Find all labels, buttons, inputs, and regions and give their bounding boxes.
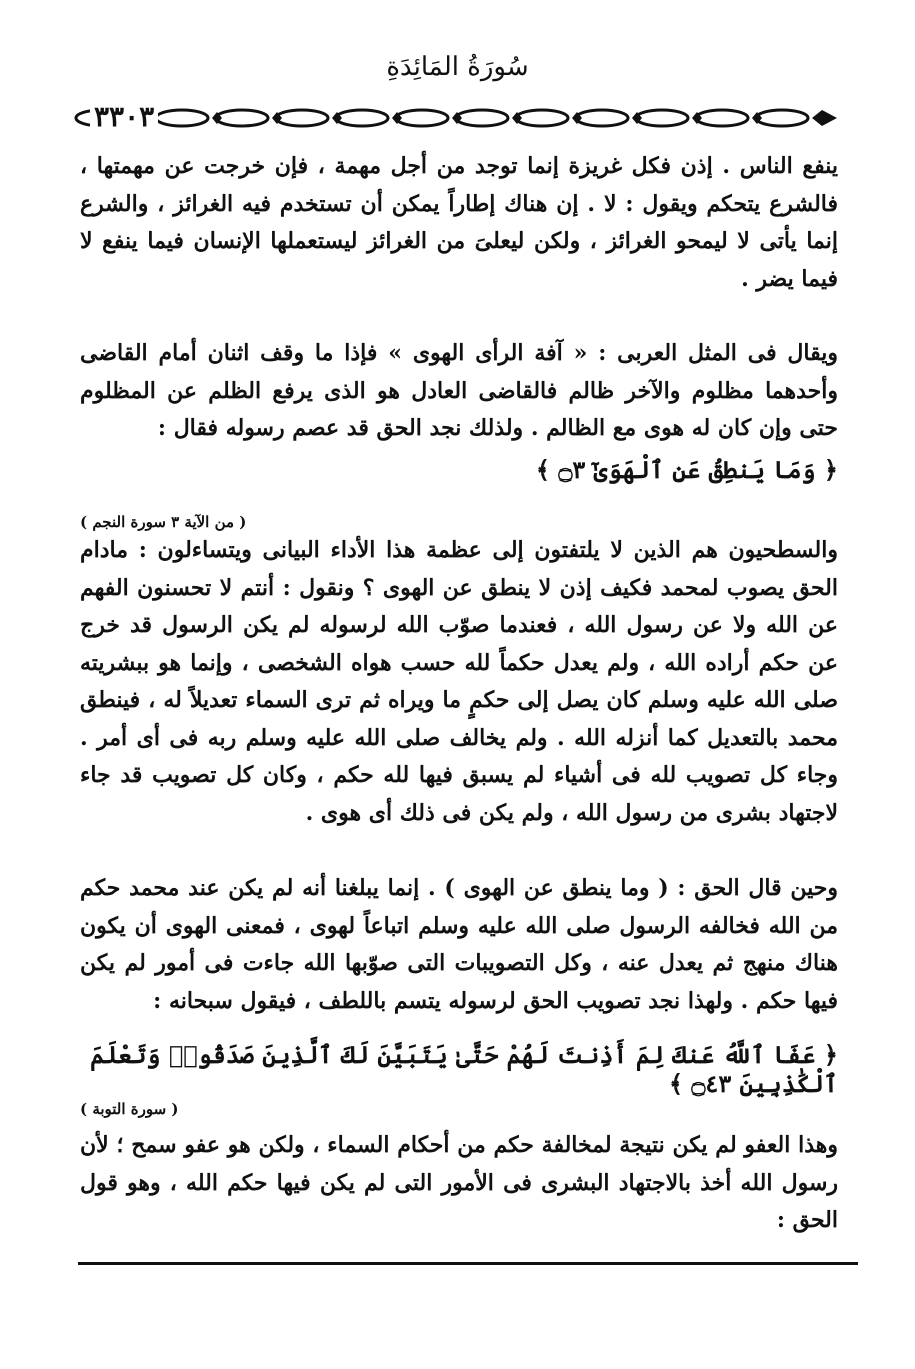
quran-verse-2: ﴿ عَفَا ٱللَّهُ عَنكَ لِمَ أَذِنتَ لَهُمْ حَتَّىٰ يَتَبَيَّنَ لَكَ ٱلَّذِينَ صَدَقُوا۟ وَتَعْلَمَ ٱلْكَٰذِبِينَ ۝٤٣ ﴾ [90,1040,838,1098]
page-number: ٣٣٠٣ [90,100,158,133]
verse-reference-2: ( سورة التوبة ) [80,1100,179,1118]
footer-rule [78,1262,858,1265]
ornamental-header-band [72,103,842,133]
paragraph-text: وهذا العفو لم يكن نتيجة لمخالفة حكم من أحكام السماء ، ولكن هو عفو سمح ؛ لأن رسول الله أخذ بالاجتهاد البشرى فى الأمور التى لم يكن فيها حكم الله ، وهو قول الحق : [80,1132,838,1233]
paragraph-4 [80,870,838,1020]
paragraph-text: وحين قال الحق : ( وما ينطق عن الهوى ) . إنما يبلغنا أنه لم يكن عند محمد حكم من الله فخالفه الرسول صلى الله عليه وسلم اتباعاً لهوى ، فمعنى الهوى أن يكون هناك منهج ثم يعدل عنه ، وكل التصويبات التى صوّبها الله جاءت فى أمور لم يكن فيها حكم . ولهذا نجد تصويب الحق لرسوله يتسم باللطف ، فيقول سبحانه : [80,875,838,1014]
paragraph-3 [80,532,838,832]
paragraph-text: والسطحيون هم الذين لا يلتفتون إلى عظمة هذا الأداء البيانى ويتساءلون : مادام الحق يصوب لمحمد فكيف إذن لا ينطق عن الهوى ؟ ونقول : أنتم لا تحسنون الفهم عن الله ولا عن رسول الله ، فعندما صوّب الله لرسوله لم يكن الرسول قد خرج عن حكم أراده الله ، ولم يعدل حكماً لله حسب هواه الشخصى ، وإنما هو ببشريته صلى الله عليه وسلم كان يصل إلى حكمٍ ما ويراه ثم ترى السماء تعديلاً له ، فينطق محمد بالتعديل كما أنزله الله . ولم يخالف صلى الله عليه وسلم ربه فى أى أمر . وجاء كل تصويب لله فى أشياء لم يسبق فيها لله حكم ، وكان كل تصويب قد جاء لاجتهاد بشرى من رسول الله ، ولم يكن فى ذلك أى هوى . [80,537,838,826]
surah-title: سُورَةُ المَائِدَةِ [386,52,529,82]
paragraph-2 [80,335,838,448]
paragraph-text: ينفع الناس . إذن فكل غريزة إنما توجد من أجل مهمة ، فإن خرجت عن مهمتها ، فالشرع يتحكم ويقول : لا . إن هناك إطاراً يمكن أن تستخدم فيه الغرائز ، والشرع إنما يأتى لا ليمحو الغرائز ، ولكن ليعلىَ من الغرائز ليستعملها الإنسان فيما ينفع لا فيما يضر . [80,153,838,292]
verse-reference-1: ( من الآية ٣ سورة النجم ) [80,513,247,531]
paragraph-1 [80,148,838,298]
paragraph-5 [80,1127,838,1240]
paragraph-text: ويقال فى المثل العربى : « آفة الرأى الهوى » فإذا ما وقف اثنان أمام القاضى وأحدهما مظلوم والآخر ظالم فالقاضى العادل هو الذى يرفع الظلم عن المظلوم حتى وإن كان له هوى مع الظالم . ولذلك نجد الحق قد عصم رسوله فقال : [80,340,838,441]
quran-verse-1: ﴿ وَمَا يَنطِقُ عَنِ ٱلْهَوَىٰٓ ۝٣ ﴾ [535,455,838,484]
